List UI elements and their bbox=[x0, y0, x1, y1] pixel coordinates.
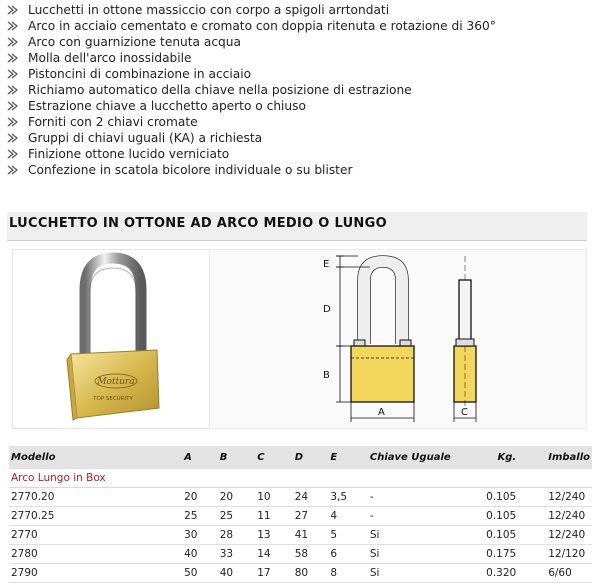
table-cell: 3,5 bbox=[328, 488, 368, 507]
image-panel bbox=[12, 249, 585, 427]
table-cell: 30 bbox=[182, 526, 218, 545]
table-cell: 11 bbox=[255, 507, 293, 526]
photo-label: TOP SECURITY bbox=[93, 396, 133, 402]
table-cell: 50 bbox=[182, 564, 218, 583]
arrow-icon bbox=[7, 69, 18, 79]
table-cell: 80 bbox=[293, 564, 329, 583]
arrow-icon bbox=[7, 5, 18, 15]
dim-label-a: A bbox=[378, 407, 385, 418]
table-cell: 0.105 bbox=[453, 488, 518, 507]
table-cell: 4 bbox=[328, 507, 368, 526]
dim-label-d: D bbox=[323, 304, 331, 315]
table-cell: 24 bbox=[293, 488, 329, 507]
table-cell: 17 bbox=[255, 564, 293, 583]
padlock-photo bbox=[12, 249, 210, 429]
arrow-icon bbox=[7, 101, 18, 111]
table-cell: 12/240 bbox=[518, 526, 592, 545]
col-header-kg: Kg. bbox=[453, 446, 518, 469]
table-header-row bbox=[9, 446, 592, 469]
feature-item bbox=[7, 98, 592, 114]
feature-item bbox=[7, 82, 592, 98]
table-cell: 12/240 bbox=[518, 488, 592, 507]
feature-item bbox=[7, 162, 592, 178]
table-cell: Si bbox=[368, 526, 453, 545]
table-row bbox=[9, 507, 592, 526]
table-cell: 12/240 bbox=[518, 507, 592, 526]
table-cell: 25 bbox=[182, 507, 218, 526]
table-cell: 25 bbox=[218, 507, 256, 526]
feature-text: Arco in acciaio cementato e cromato con doppia ritenuta e rotazione di 360° bbox=[28, 19, 496, 33]
arrow-icon bbox=[7, 37, 18, 47]
feature-text: Gruppi di chiavi uguali (KA) a richiesta bbox=[28, 131, 263, 145]
table-cell: 10 bbox=[255, 488, 293, 507]
col-header-chiave-uguale: Chiave Uguale bbox=[368, 446, 453, 469]
table-cell: Si bbox=[368, 564, 453, 583]
table-cell: 20 bbox=[182, 488, 218, 507]
dim-label-e: E bbox=[323, 259, 330, 270]
arrow-icon bbox=[7, 53, 18, 63]
table-cell: 2780 bbox=[9, 545, 182, 564]
dim-label-b: B bbox=[323, 370, 330, 381]
feature-text: Pistoncini di combinazione in acciaio bbox=[28, 67, 252, 81]
table-cell: 2770.25 bbox=[9, 507, 182, 526]
feature-item bbox=[7, 130, 592, 146]
table-cell: 33 bbox=[218, 545, 256, 564]
feature-item bbox=[7, 18, 592, 34]
feature-text: Richiamo automatico della chiave nella posizione di estrazione bbox=[28, 83, 412, 97]
col-header-a: A bbox=[182, 446, 218, 469]
col-header-modello: Modello bbox=[9, 446, 182, 469]
table-row bbox=[9, 564, 592, 583]
col-header-e: E bbox=[328, 446, 368, 469]
table-cell: 13 bbox=[255, 526, 293, 545]
feature-text: Lucchetti in ottone massiccio con corpo a spigoli arrtondati bbox=[28, 3, 390, 17]
technical-drawing bbox=[209, 249, 587, 429]
group-row bbox=[9, 469, 592, 488]
section-title: LUCCHETTO IN OTTONE AD ARCO MEDIO O LUNGO bbox=[9, 216, 387, 231]
feature-text: Molla dell'arco inossidabile bbox=[28, 51, 192, 65]
table-cell: 27 bbox=[293, 507, 329, 526]
table-cell: 28 bbox=[218, 526, 256, 545]
table-cell: 0.320 bbox=[453, 564, 518, 583]
feature-text: Finizione ottone lucido verniciato bbox=[28, 147, 230, 161]
dim-label-c: C bbox=[461, 407, 468, 418]
table-cell: 8 bbox=[328, 564, 368, 583]
col-header-imballo: Imballo bbox=[518, 446, 592, 469]
arrow-icon bbox=[7, 21, 18, 31]
table-cell: 40 bbox=[182, 545, 218, 564]
col-header-b: B bbox=[218, 446, 256, 469]
table-row bbox=[9, 488, 592, 507]
arrow-icon bbox=[7, 133, 18, 143]
table-cell: Si bbox=[368, 545, 453, 564]
feature-text: Forniti con 2 chiavi cromate bbox=[28, 115, 198, 129]
table-row bbox=[9, 526, 592, 545]
table-cell: 0.105 bbox=[453, 507, 518, 526]
table-cell: 58 bbox=[293, 545, 329, 564]
arrow-icon bbox=[7, 165, 18, 175]
table-cell: - bbox=[368, 507, 453, 526]
arrow-icon bbox=[7, 117, 18, 127]
feature-item bbox=[7, 50, 592, 66]
section-heading bbox=[7, 212, 587, 241]
table-cell: 6/60 bbox=[518, 564, 592, 583]
col-header-d: D bbox=[293, 446, 329, 469]
feature-item bbox=[7, 114, 592, 130]
arrow-icon bbox=[7, 149, 18, 159]
table-cell: 40 bbox=[218, 564, 256, 583]
table-cell: 14 bbox=[255, 545, 293, 564]
table-cell: 0.175 bbox=[453, 545, 518, 564]
feature-list bbox=[7, 2, 592, 178]
brand-logo: Mottura bbox=[97, 377, 135, 387]
table-cell: 5 bbox=[328, 526, 368, 545]
product-table bbox=[9, 446, 592, 583]
table-cell: 0.105 bbox=[453, 526, 518, 545]
feature-item bbox=[7, 2, 592, 18]
feature-text: Confezione in scatola bicolore individuale o su blister bbox=[28, 163, 353, 177]
table-cell: - bbox=[368, 488, 453, 507]
table-cell: 2770.20 bbox=[9, 488, 182, 507]
table-cell: 20 bbox=[218, 488, 256, 507]
table-cell: 41 bbox=[293, 526, 329, 545]
table-row bbox=[9, 545, 592, 564]
feature-text: Arco con guarnizione tenuta acqua bbox=[28, 35, 241, 49]
table-cell: 2790 bbox=[9, 564, 182, 583]
col-header-c: C bbox=[255, 446, 293, 469]
feature-text: Estrazione chiave a lucchetto aperto o chiuso bbox=[28, 99, 306, 113]
table-cell: 12/120 bbox=[518, 545, 592, 564]
table-cell: 6 bbox=[328, 545, 368, 564]
group-label: Arco Lungo in Box bbox=[9, 469, 592, 488]
feature-item bbox=[7, 34, 592, 50]
table-cell: 2770 bbox=[9, 526, 182, 545]
feature-item bbox=[7, 146, 592, 162]
feature-item bbox=[7, 66, 592, 82]
arrow-icon bbox=[7, 85, 18, 95]
